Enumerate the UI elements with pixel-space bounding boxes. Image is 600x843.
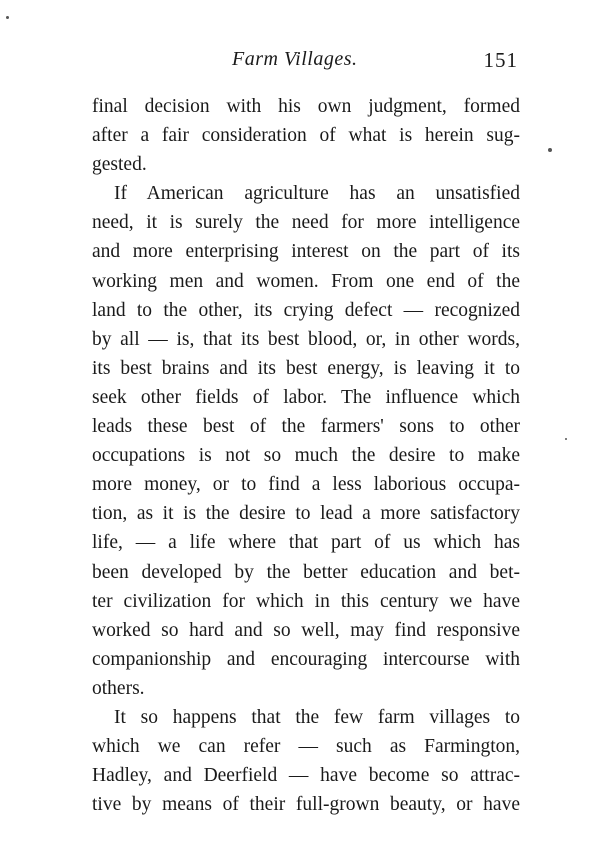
text-line: final decision with his own judgment, formed [92, 96, 520, 117]
text-line: after a fair consideration of what is herein sug- [92, 125, 520, 147]
body-text [92, 92, 520, 819]
text-line: Hadley, and Deerfield — have become so attrac- [92, 765, 520, 787]
text-line: been developed by the better education and bet- [92, 561, 520, 583]
scan-speck [6, 16, 9, 19]
text-line: working men and women. From one end of the [92, 270, 520, 292]
text-line: by all — is, that its best blood, or, in other words, [92, 328, 520, 350]
running-title: Farm Villages. [232, 48, 358, 70]
text-line: gested. [92, 154, 147, 176]
page-number: 151 [483, 48, 518, 72]
text-line: life, — a life where that part of us which has [92, 532, 520, 554]
text-line: worked so hard and so well, may find responsive [92, 619, 520, 641]
text-line: It so happens that the few farm villages to [114, 706, 520, 728]
text-line: ter civilization for which in this century we have [92, 590, 520, 612]
text-line: occupations is not so much the desire to make [92, 445, 520, 467]
text-line: and more enterprising interest on the part of its [92, 241, 520, 263]
text-line: seek other fields of labor. The influence which [92, 386, 520, 408]
text-line: tion, as it is the desire to lead a more satisfactory [92, 503, 520, 525]
scan-speck [565, 438, 567, 440]
text-line: If American agriculture has an unsatisfied [114, 183, 520, 205]
text-line: companionship and encouraging intercourse with [92, 648, 520, 670]
text-line: others. [92, 677, 145, 699]
text-line: its best brains and its best energy, is leaving it to [92, 357, 520, 379]
text-line: which we can refer — such as Farmington, [92, 736, 520, 758]
text-line: need, it is surely the need for more intelligence [92, 212, 520, 234]
text-line: tive by means of their full-grown beauty, or have [92, 794, 520, 816]
running-head [92, 48, 518, 76]
text-line: land to the other, its crying defect — recognized [92, 299, 520, 321]
scan-speck [548, 148, 552, 152]
text-line: more money, or to find a less laborious occupa- [92, 474, 520, 496]
text-line: leads these best of the farmers' sons to other [92, 416, 520, 438]
